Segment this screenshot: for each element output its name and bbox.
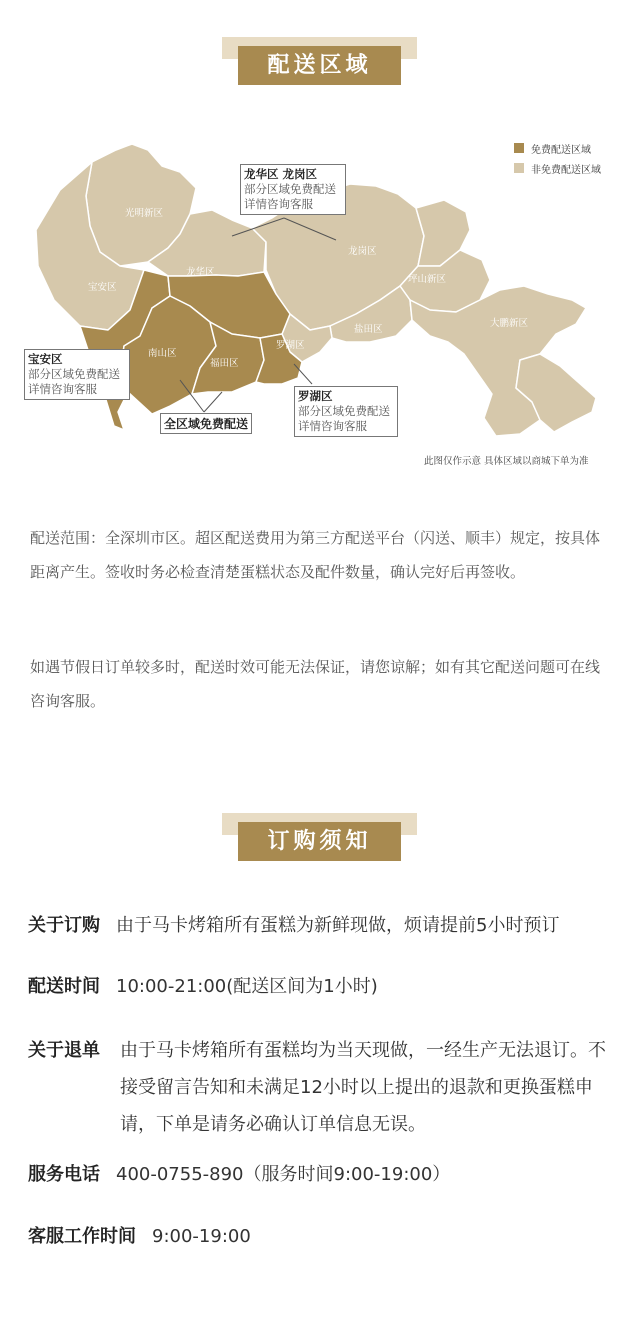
callout-luohu xyxy=(294,386,398,437)
info-label: 关于退单 xyxy=(28,1040,100,1061)
legend-item-nonfree xyxy=(514,158,601,178)
callout-longhua-longgang xyxy=(240,164,346,215)
callout-line: 详情咨询客服 xyxy=(298,419,367,433)
callout-line: 部分区域免费配送 xyxy=(244,182,336,196)
order-notice-title: 订购须知 xyxy=(238,822,401,861)
info-row-delivery-time xyxy=(28,968,618,1005)
label-longhua: 龙华区 xyxy=(186,267,215,278)
label-yantian: 盐田区 xyxy=(354,324,383,335)
label-dapeng: 大鹏新区 xyxy=(490,318,529,329)
info-row-refund xyxy=(28,1032,618,1143)
delivery-area-title: 配送区域 xyxy=(238,46,401,85)
delivery-area-header xyxy=(222,37,417,85)
info-label: 客服工作时间 xyxy=(28,1226,136,1247)
callout-line: 部分区域免费配送 xyxy=(298,404,390,418)
info-label: 服务电话 xyxy=(28,1164,100,1185)
info-row-ordering xyxy=(28,907,618,944)
label-luohu: 罗湖区 xyxy=(276,340,305,351)
callout-line: 详情咨询客服 xyxy=(244,197,313,211)
legend-swatch-free xyxy=(514,143,524,153)
callout-title: 龙华区 龙岗区 xyxy=(244,167,318,181)
callout-line: 详情咨询客服 xyxy=(28,382,97,396)
free-delivery-label: 全区域免费配送 xyxy=(160,413,252,434)
label-guangming: 光明新区 xyxy=(125,208,164,219)
label-pingshan: 坪山新区 xyxy=(408,274,447,285)
info-value: 由于马卡烤箱所有蛋糕均为当天现做，一经生产无法退订。不接受留言告知和未满足12小时以上提出的退款和更换蛋糕申请，下单是请务必确认订单信息无误。 xyxy=(120,1040,606,1135)
info-value: 由于马卡烤箱所有蛋糕为新鲜现做，烦请提前5小时预订 xyxy=(116,915,560,936)
legend-swatch-nonfree xyxy=(514,163,524,173)
callout-title: 宝安区 xyxy=(28,352,63,366)
info-label: 关于订购 xyxy=(28,915,100,936)
callout-baoan xyxy=(24,349,130,400)
legend-label-nonfree: 非免费配送区域 xyxy=(531,164,601,176)
callout-title: 罗湖区 xyxy=(298,389,333,403)
leader-free-futian xyxy=(204,392,222,412)
label-longgang: 龙岗区 xyxy=(348,246,377,257)
delivery-scope-text: 配送范围：全深圳市区。超区配送费用为第三方配送平台（闪送、顺丰）规定，按具体距离产生。签收时务必检查清楚蛋糕状态及配件数量，确认完好后再签收。 xyxy=(30,529,601,581)
map-note: 此图仅作示意 具体区域以商城下单为准 xyxy=(424,456,589,467)
label-futian: 福田区 xyxy=(210,358,239,369)
callout-line: 部分区域免费配送 xyxy=(28,367,120,381)
info-row-service-hours xyxy=(28,1218,618,1255)
order-notice-header xyxy=(222,813,417,861)
legend-item-free xyxy=(514,138,601,158)
label-baoan: 宝安区 xyxy=(88,282,117,293)
holiday-notice-text: 如遇节假日订单较多时，配送时效可能无法保证，请您谅解；如有其它配送问题可在线咨询客服。 xyxy=(30,658,601,710)
info-value: 9:00-19:00 xyxy=(152,1226,251,1247)
service-phone[interactable]: 400-0755-890（服务时间9:00-19:00） xyxy=(116,1164,451,1185)
legend-label-free: 免费配送区域 xyxy=(531,144,591,156)
map-legend xyxy=(514,138,601,178)
label-nanshan: 南山区 xyxy=(148,348,177,359)
info-label: 配送时间 xyxy=(28,976,100,997)
info-value: 10:00-21:00(配送区间为1小时) xyxy=(116,976,378,997)
info-row-phone xyxy=(28,1156,618,1193)
